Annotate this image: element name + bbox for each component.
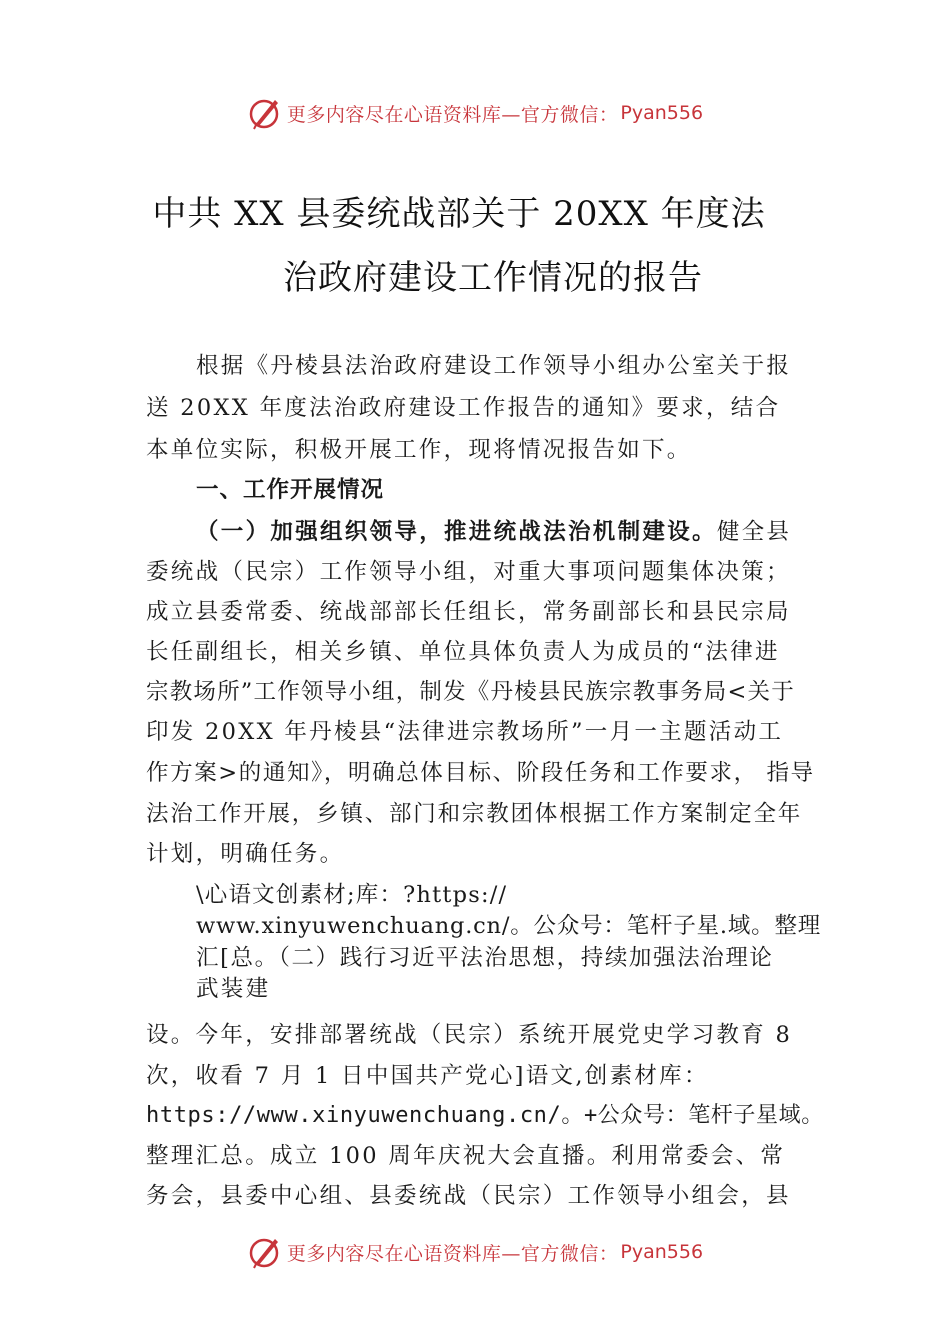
- watermark-line: 汇[总。（二）践行习近平法治思想，持续加强法治理论: [196, 945, 774, 971]
- body-line: 整理汇总。成立 100 周年庆祝大会直播。利用常委会、常: [146, 1143, 786, 1169]
- body-line: 作方案>的通知》，明确总体目标、阶段任务和工作要求， 指导: [146, 760, 815, 786]
- section-heading: 一、工作开展情况: [196, 477, 385, 503]
- body-line: 长任副组长，相关乡镇、单位具体负责人为成员的“法律进: [146, 639, 780, 665]
- body-line: 成立县委常委、统战部部长任组长，常务副部长和县民宗局: [146, 599, 791, 625]
- watermark-line: www.xinyuwenchuang.cn/。公众号：笔杆子星.域。整理: [196, 913, 822, 939]
- banner-text: 更多内容尽在心语资料库—官方微信：: [286, 1242, 619, 1265]
- subsection-line: [196, 514, 791, 546]
- body-line: 送 20XX 年度法治政府建设工作报告的通知》要求，结合: [146, 395, 781, 421]
- body-line: 计划，明确任务。: [146, 841, 345, 867]
- header-banner: [0, 93, 950, 133]
- footer-banner: [0, 1232, 950, 1272]
- document-title-line-2: 治政府建设工作情况的报告: [283, 258, 703, 298]
- subsection-heading: （一）加强组织领导，推进统战法治机制建设。: [196, 519, 717, 545]
- body-text: 健全县: [716, 519, 792, 545]
- body-line: 印发 20XX 年丹棱县“法律进宗教场所”一月一主题活动工: [146, 719, 784, 745]
- banner-wechat-id: Pyan556: [620, 1241, 704, 1263]
- quill-logo-icon: [247, 95, 283, 131]
- body-line: https://www.xinyuwenchuang.cn/。+公众号：笔杆子星域。: [146, 1103, 824, 1128]
- body-line: 次，收看 7 月 1 日中国共产党心]语文,创素材库：: [146, 1063, 709, 1089]
- body-line: 务会，县委中心组、县委统战（民宗）工作领导小组会，县: [146, 1183, 791, 1209]
- body-line: 宗教场所”工作领导小组，制发《丹棱县民族宗教事务局<关于: [146, 679, 795, 705]
- document-title-line-1: 中共 XX 县委统战部关于 20XX 年度法: [152, 194, 766, 234]
- body-line: 根据《丹棱县法治政府建设工作领导小组办公室关于报: [196, 353, 792, 379]
- banner-wechat-id: Pyan556: [620, 102, 704, 124]
- body-line: 本单位实际，积极开展工作，现将情况报告如下。: [146, 437, 692, 463]
- body-line: 委统战（民宗）工作领导小组，对重大事项问题集体决策；: [146, 559, 791, 585]
- body-line: 法治工作开展，乡镇、部门和宗教团体根据工作方案制定全年: [146, 801, 803, 827]
- body-line: 设。今年，安排部署统战（民宗）系统开展党史学习教育 8: [146, 1022, 793, 1048]
- watermark-line: 武装建: [196, 976, 271, 1002]
- quill-logo-icon: [247, 1234, 283, 1270]
- watermark-line: \心语文创素材;库：?https://: [196, 882, 508, 908]
- banner-text: 更多内容尽在心语资料库—官方微信：: [286, 103, 619, 126]
